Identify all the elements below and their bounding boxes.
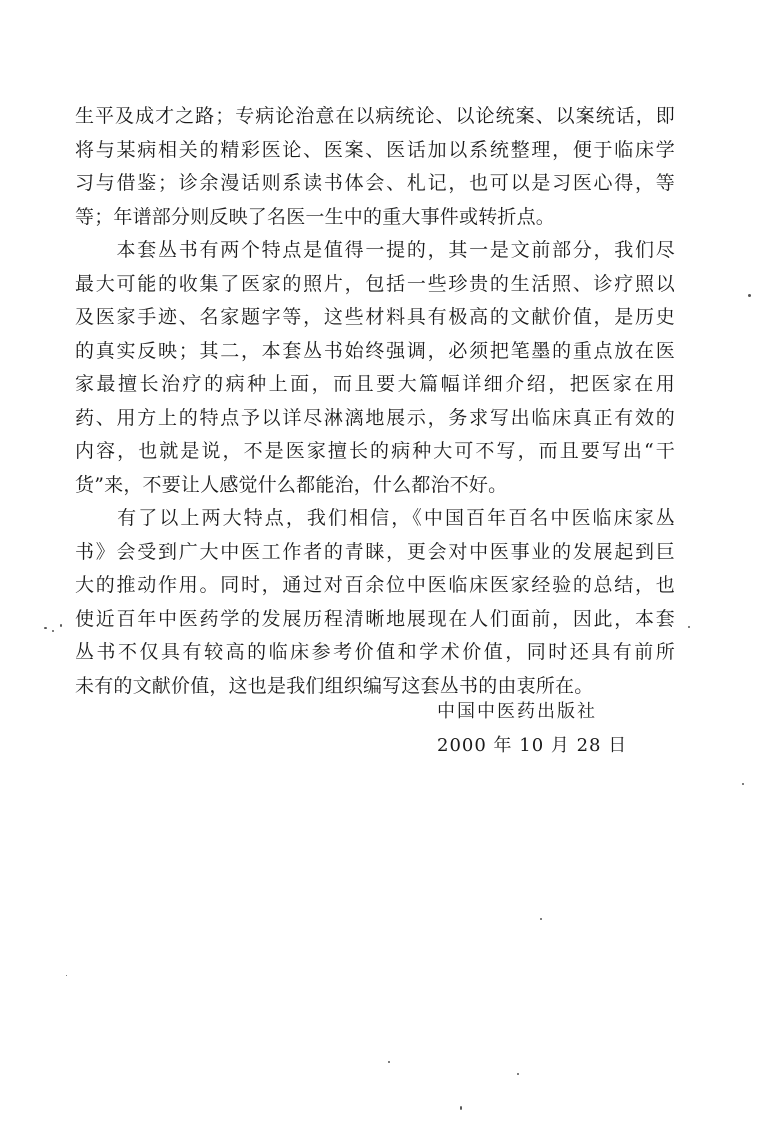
text-line: 大的推动作用。同时，通过对百余位中医临床医家经验的总结，也: [75, 574, 675, 596]
scan-speck: [60, 624, 62, 627]
text-line: 未有的文献价值，这也是我们组织编写这套丛书的由衷所在。: [75, 674, 594, 697]
text-line: 丛书不仅具有较高的临床参考价值和学术价值，同时还具有前所: [75, 641, 675, 663]
scan-speck: [688, 626, 690, 628]
scan-speck: [460, 1106, 462, 1110]
signature-date: 2000 年 10 月 28 日: [437, 735, 628, 756]
scan-speck: [748, 294, 751, 297]
paragraph-2: [75, 234, 675, 502]
publisher-name: 中国中医药出版社: [437, 701, 597, 722]
text-line: 习与借鉴；诊余漫话则系读书体会、札记，也可以是习医心得，等: [75, 172, 675, 194]
paragraph-3: [75, 502, 675, 703]
paragraph-1: [75, 100, 675, 234]
text-line: 使近百年中医药学的发展历程清晰地展现在人们面前，因此，本套: [75, 607, 675, 630]
scan-speck: [388, 1061, 390, 1063]
text-line: 内容，也就是说，不是医家擅长的病种大可不写，而且要写出“干: [75, 440, 675, 462]
scan-speck: [66, 975, 67, 976]
scan-speck: [517, 1073, 519, 1075]
scan-speck: [742, 783, 744, 785]
text-line: 药、用方上的特点予以详尽淋漓地展示，务求写出临床真正有效的: [75, 406, 675, 429]
text-line: 的真实反映；其二，本套丛书始终强调，必须把笔墨的重点放在医: [75, 339, 675, 362]
scan-speck: [52, 630, 54, 632]
scan-speck: [540, 918, 542, 920]
text-line: 本套丛书有两个特点是值得一提的，其一是文前部分，我们尽: [75, 239, 675, 261]
body-text: [75, 100, 675, 703]
text-line: 货”来，不要让人感觉什么都能治，什么都治不好。: [75, 473, 508, 496]
text-line: 等；年谱部分则反映了名医一生中的重大事件或转折点。: [75, 205, 556, 228]
text-line: 最大可能的收集了医家的照片，包括一些珍贵的生活照、诊疗照以: [75, 272, 675, 295]
text-line: 将与某病相关的精彩医论、医案、医话加以系统整理，便于临床学: [75, 138, 675, 161]
text-line: 有了以上两大特点，我们相信，《中国百年百名中医临床家丛: [75, 507, 675, 529]
text-line: 生平及成才之路；专病论治意在以病统论、以论统案、以案统话，即: [75, 105, 675, 127]
text-line: 及医家手迹、名家题字等，这些材料具有极高的文献价值，是历史: [75, 306, 675, 328]
scan-speck: [44, 627, 47, 629]
text-line: 书》会受到广大中医工作者的青睐，更会对中医事业的发展起到巨: [75, 540, 675, 563]
text-line: 家最擅长治疗的病种上面，而且要大篇幅详细介绍，把医家在用: [75, 373, 675, 395]
